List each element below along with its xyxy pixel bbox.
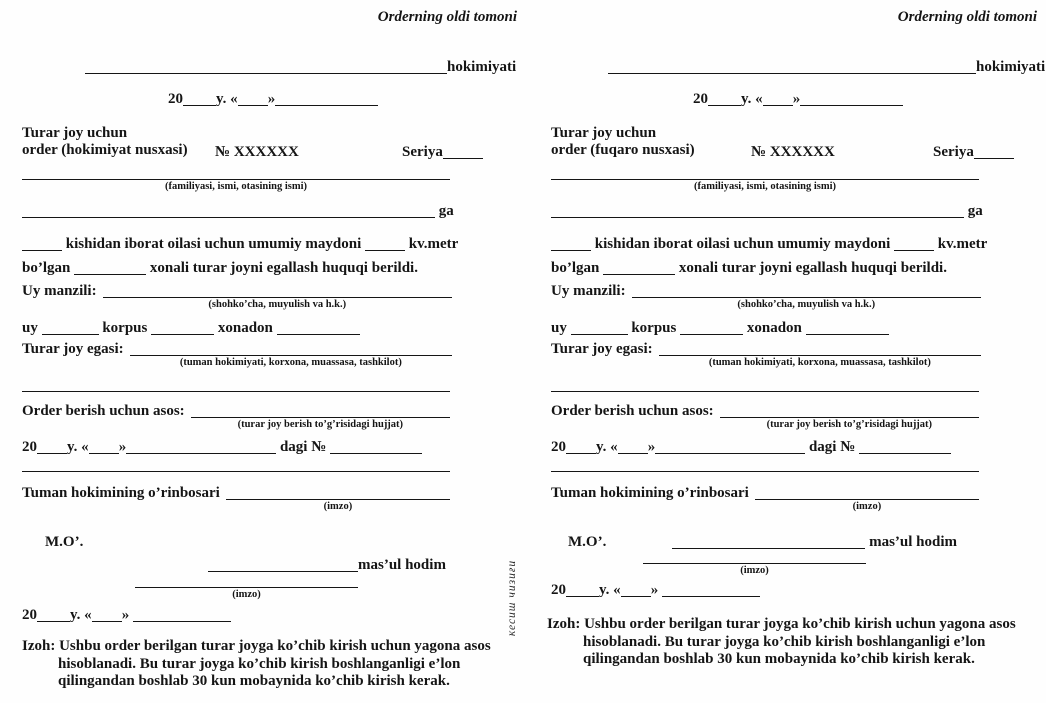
date-y-open: y. « [599,582,621,598]
blank-line [603,261,675,275]
family-size-text: kishidan iborat oilasi uchun umumiy maydoni [65,236,362,252]
fio-field [551,164,979,193]
izoh-text: Ushbu order berilgan turar joyga ko’chib kirish uchun yagona asos hisoblanadi. Bu turar joyga ko’chib kirish boshlanganligi e’lon qilingandan boshlab 30 kun mobaynida ko’chib kirish kerak. [58,638,491,689]
block-label: korpus [631,320,677,336]
blank-line [89,440,119,454]
blank-line [22,471,450,472]
ga-label: ga [438,203,454,219]
blank-line [226,484,450,500]
blank-line [672,535,865,549]
mo-label: M.O’. [568,534,607,550]
family-size-row [551,235,987,253]
rooms-text: xonali turar joyni egallash huquqi berildi. [678,260,947,276]
deputy-field [22,484,450,513]
family-size-row [22,235,458,253]
date-close-quote: » [792,91,801,107]
blank-line [135,572,358,588]
deputy-label: Tuman hokimining o’rinbosari [551,485,749,501]
blank-line [37,440,67,454]
page-side-label: Orderning oldi tomoni [897,9,1037,25]
dagi-label: dagi № [808,439,856,455]
izoh-label: Izoh: [22,638,56,654]
house-label: uy [551,320,567,336]
date-close-quote: » [118,439,127,455]
basis-field [551,402,979,431]
basis-date-row [551,438,951,456]
blank-line [659,340,981,356]
blank-line [551,237,591,251]
flat-label: xonadon [217,320,273,336]
blank-line [133,608,231,622]
order-number: № XXXXXX [215,144,299,160]
form-title-line1: Turar joy uchun [551,125,657,141]
blank-line [330,440,422,454]
blank-line [130,340,452,356]
blank-line [655,440,805,454]
mo-label: M.O’. [45,534,84,550]
issue-date-row [693,90,903,108]
blank-line [632,282,981,298]
blank-line [151,321,214,335]
fio-hint: (familiyasi, ismi, otasining ismi) [693,181,837,192]
blank-line [22,164,450,180]
fio-hint: (familiyasi, ismi, otasining ismi) [164,181,308,192]
blank-line [662,583,760,597]
blank-line [974,145,1014,159]
blank-line [571,321,628,335]
blank-line [551,164,979,180]
bolgan-label: bo’lgan [551,260,600,276]
blank-line [551,391,979,392]
date-close-quote: » [647,439,656,455]
dagi-label: dagi № [279,439,327,455]
bottom-date-row [22,606,231,624]
date-close-quote: » [267,91,276,107]
kvmetr-label: kv.metr [937,236,988,252]
blank-line [566,440,596,454]
date-y-open: y. « [596,439,618,455]
blank-line [191,402,450,418]
hokimiyati-label: hokimiyati [976,59,1046,75]
blank-line [238,92,268,106]
blank-line [618,440,648,454]
address-field [22,282,452,311]
seriya-label: Seriya [933,144,974,160]
blank-line [566,583,599,597]
cut-line-label: кесиш чизиғи [506,559,518,637]
owner-field [22,340,452,369]
masul-label: mas’ul hodim [358,557,446,573]
izoh-text: Ushbu order berilgan turar joyga ko’chib kirish uchun yagona asos hisoblanadi. Bu turar joyga ko’chib kirish boshlanganligi e’lon qilingandan boshlab 30 kun mobaynida ko’chib kirish kerak. [583,616,1016,667]
order-form-fuqaro-copy [523,0,1046,703]
blank-line [551,471,979,472]
masul-label: mas’ul hodim [869,534,958,550]
blank-line [22,237,62,251]
form-title-line2: order (fuqaro nusxasi) [551,142,695,158]
blank-line [894,237,934,251]
date-close-quote: » [650,582,659,598]
rooms-row [551,259,947,277]
deputy-field [551,484,979,513]
date-y-open: y. « [216,91,238,107]
masul-imzo-field [643,548,866,577]
blank-line [92,608,122,622]
ga-row [22,202,454,220]
hokimiyati-row [608,58,1045,76]
blank-line [37,608,70,622]
blank-line [208,558,358,572]
owner-hint: (tuman hokimiyati, korxona, muassasa, tashkilot) [179,357,402,368]
order-number: № XXXXXX [751,144,835,160]
seriya-row [933,143,1014,161]
date-year-prefix: 20 [22,439,37,455]
blank-line [806,321,889,335]
blank-line [763,92,793,106]
house-label: uy [22,320,38,336]
blank-line [103,282,452,298]
basis-hint: (turar joy berish to’g’risidagi hujjat) [237,419,404,430]
date-year-prefix: 20 [693,91,708,107]
blank-line [22,391,450,392]
blank-line [277,321,360,335]
seriya-row [402,143,483,161]
imzo-hint: (imzo) [232,589,261,600]
blank-line [443,145,483,159]
imzo-hint: (imzo) [740,565,769,576]
basis-date-row [22,438,422,456]
blank-line [608,60,976,74]
bottom-date-row [551,581,760,599]
page-side-label: Orderning oldi tomoni [377,9,517,25]
owner-field [551,340,981,369]
imzo-hint: (imzo) [323,501,353,512]
basis-field [22,402,450,431]
blank-line [800,92,903,106]
blank-line [720,402,979,418]
blank-line [22,204,435,218]
form-title-line2: order (hokimiyat nusxasi) [22,142,188,158]
basis-label: Order berish uchun asos: [551,403,714,419]
blank-line [551,204,964,218]
address-hint: (shohko’cha, muyulish va h.k.) [737,299,876,310]
owner-label: Turar joy egasi: [551,341,653,357]
date-y-open: y. « [741,91,763,107]
form-title-block [551,125,695,159]
basis-hint: (turar joy berish to’g’risidagi hujjat) [766,419,933,430]
address-field [551,282,981,311]
address-label: Uy manzili: [551,283,626,299]
fio-field [22,164,450,193]
owner-hint: (tuman hokimiyati, korxona, muassasa, tashkilot) [708,357,931,368]
blank-line [42,321,99,335]
blank-line [755,484,979,500]
rooms-row [22,259,418,277]
blank-line [183,92,216,106]
basis-label: Order berish uchun asos: [22,403,185,419]
form-title-block [22,125,188,159]
block-label: korpus [102,320,148,336]
blank-line [708,92,741,106]
blank-line [85,60,447,74]
izoh-note [22,638,510,691]
seriya-label: Seriya [402,144,443,160]
ga-label: ga [967,203,983,219]
owner-label: Turar joy egasi: [22,341,124,357]
date-close-quote: » [121,607,130,623]
imzo-hint: (imzo) [852,501,882,512]
blank-line [859,440,951,454]
address-label: Uy manzili: [22,283,97,299]
masul-imzo-field [135,572,358,601]
blank-line [74,261,146,275]
form-title-line1: Turar joy uchun [22,125,128,141]
blank-line [275,92,378,106]
house-block-flat-row [22,319,360,337]
blank-line [621,583,651,597]
family-size-text: kishidan iborat oilasi uchun umumiy maydoni [594,236,891,252]
date-year-prefix: 20 [551,582,566,598]
date-year-prefix: 20 [551,439,566,455]
blank-line [365,237,405,251]
hokimiyati-row [85,58,516,76]
address-hint: (shohko’cha, muyulish va h.k.) [208,299,347,310]
blank-line [643,548,866,564]
house-block-flat-row [551,319,889,337]
deputy-label: Tuman hokimining o’rinbosari [22,485,220,501]
blank-line [680,321,743,335]
issue-date-row [168,90,378,108]
blank-line [126,440,276,454]
date-year-prefix: 20 [168,91,183,107]
izoh-note [547,616,1035,669]
bolgan-label: bo’lgan [22,260,71,276]
ga-row [551,202,983,220]
kvmetr-label: kv.metr [408,236,459,252]
hokimiyati-label: hokimiyati [447,59,517,75]
date-y-open: y. « [67,439,89,455]
date-year-prefix: 20 [22,607,37,623]
izoh-label: Izoh: [547,616,581,632]
flat-label: xonadon [746,320,802,336]
date-y-open: y. « [70,607,92,623]
rooms-text: xonali turar joyni egallash huquqi berildi. [149,260,418,276]
